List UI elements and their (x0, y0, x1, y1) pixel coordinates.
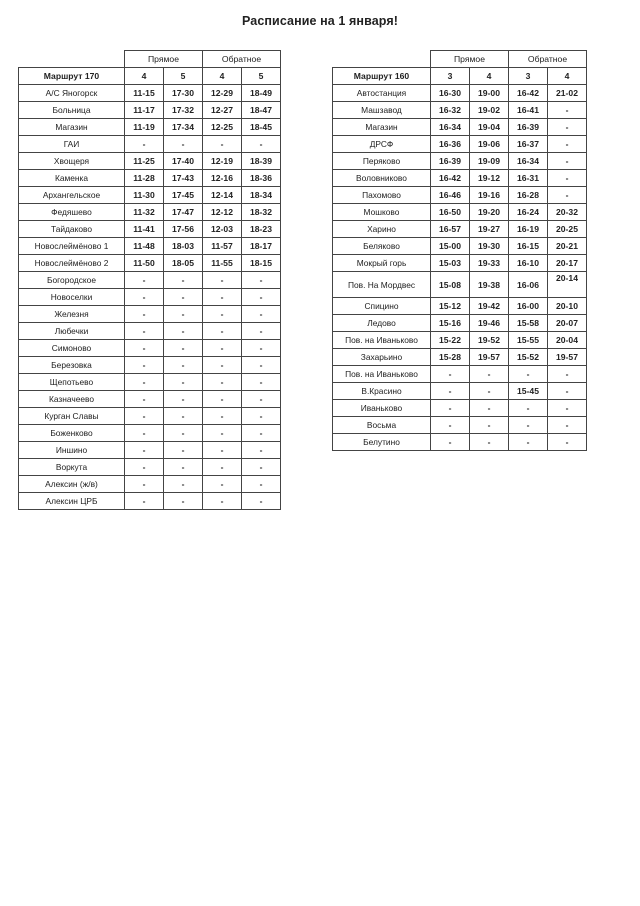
time-cell: 11-30 (125, 187, 164, 204)
time-cell: 16-30 (431, 85, 470, 102)
time-cell: 17-32 (164, 102, 203, 119)
time-cell: 17-40 (164, 153, 203, 170)
stop-name: Захарьино (333, 349, 431, 366)
table-row (333, 153, 587, 170)
route-table-right (332, 50, 587, 451)
group-header-forward: Прямое (431, 51, 509, 68)
time-cell: 11-57 (203, 238, 242, 255)
table-row (19, 238, 281, 255)
time-cell: 20-07 (548, 315, 587, 332)
table-row (19, 204, 281, 221)
time-cell: - (242, 357, 281, 374)
time-cell: 19-16 (470, 187, 509, 204)
time-cell: 16-37 (509, 136, 548, 153)
table-row (333, 102, 587, 119)
time-cell: 11-15 (125, 85, 164, 102)
time-cell: 16-42 (431, 170, 470, 187)
trip-number-header: 4 (548, 68, 587, 85)
time-cell: - (242, 340, 281, 357)
time-cell: - (470, 400, 509, 417)
stop-name: Железня (19, 306, 125, 323)
time-cell: 19-20 (470, 204, 509, 221)
time-cell: 15-16 (431, 315, 470, 332)
stop-name: Магазин (333, 119, 431, 136)
time-cell: - (242, 306, 281, 323)
time-cell: 19-12 (470, 170, 509, 187)
stop-name: Федяшево (19, 204, 125, 221)
time-cell: - (203, 442, 242, 459)
empty-corner-cell (19, 51, 125, 68)
time-cell: 15-58 (509, 315, 548, 332)
group-header-return: Обратное (203, 51, 281, 68)
empty-corner-cell (333, 51, 431, 68)
time-cell: 17-30 (164, 85, 203, 102)
time-cell: - (548, 119, 587, 136)
time-cell: 18-03 (164, 238, 203, 255)
time-cell: 17-47 (164, 204, 203, 221)
time-cell: 20-25 (548, 221, 587, 238)
time-cell: 11-28 (125, 170, 164, 187)
time-cell: - (164, 374, 203, 391)
stop-name: ДРСФ (333, 136, 431, 153)
stop-name: Щепотьево (19, 374, 125, 391)
table-row (19, 306, 281, 323)
time-cell: - (164, 459, 203, 476)
time-cell: 16-15 (509, 238, 548, 255)
time-cell: 19-06 (470, 136, 509, 153)
time-cell: - (470, 383, 509, 400)
time-cell: - (203, 391, 242, 408)
time-cell: - (509, 400, 548, 417)
time-cell: 19-04 (470, 119, 509, 136)
table-row (333, 383, 587, 400)
time-cell: - (125, 340, 164, 357)
stop-name: Восьма (333, 417, 431, 434)
time-cell: - (548, 153, 587, 170)
time-cell: - (548, 383, 587, 400)
time-cell: - (125, 442, 164, 459)
table-row (333, 366, 587, 383)
table-row (333, 170, 587, 187)
time-cell: - (470, 434, 509, 451)
time-cell: - (203, 272, 242, 289)
table-row (333, 298, 587, 315)
table-row (19, 459, 281, 476)
time-cell: 12-12 (203, 204, 242, 221)
trip-number-header: 4 (203, 68, 242, 85)
time-cell: 15-28 (431, 349, 470, 366)
stop-name: Архангельское (19, 187, 125, 204)
time-cell: 19-52 (470, 332, 509, 349)
time-cell: - (509, 366, 548, 383)
trip-number-header: 5 (164, 68, 203, 85)
time-cell: - (125, 357, 164, 374)
time-cell: 12-25 (203, 119, 242, 136)
table-row (333, 434, 587, 451)
time-cell: 19-30 (470, 238, 509, 255)
time-cell: - (125, 136, 164, 153)
stop-name: Богородское (19, 272, 125, 289)
time-cell: - (548, 434, 587, 451)
time-cell: 12-29 (203, 85, 242, 102)
time-cell: 17-56 (164, 221, 203, 238)
time-cell: - (431, 434, 470, 451)
time-cell: - (548, 417, 587, 434)
time-cell: - (125, 476, 164, 493)
time-cell: - (548, 400, 587, 417)
time-cell: - (125, 272, 164, 289)
time-cell: 16-36 (431, 136, 470, 153)
stop-name: А/С Яногорск (19, 85, 125, 102)
time-cell: 12-16 (203, 170, 242, 187)
table-row (19, 340, 281, 357)
table-row (333, 238, 587, 255)
time-cell: 19-46 (470, 315, 509, 332)
table-row (19, 493, 281, 510)
stop-name: Автостанция (333, 85, 431, 102)
stop-name: Новоселки (19, 289, 125, 306)
time-cell: - (125, 459, 164, 476)
table-row (19, 374, 281, 391)
trip-number-header: 3 (431, 68, 470, 85)
time-cell: - (125, 493, 164, 510)
stop-name: Иваньково (333, 400, 431, 417)
time-cell: - (164, 425, 203, 442)
stop-name: Пов. на Иваньково (333, 332, 431, 349)
time-cell: 19-00 (470, 85, 509, 102)
time-cell: 16-42 (509, 85, 548, 102)
group-header-forward: Прямое (125, 51, 203, 68)
time-cell: 20-14 (548, 272, 587, 298)
time-cell: - (203, 493, 242, 510)
table-row (19, 442, 281, 459)
time-cell: 11-48 (125, 238, 164, 255)
table-row (19, 136, 281, 153)
time-cell: - (470, 366, 509, 383)
time-cell: - (203, 408, 242, 425)
time-cell: 18-17 (242, 238, 281, 255)
time-cell: 18-34 (242, 187, 281, 204)
time-cell: - (242, 272, 281, 289)
stop-name: Алексин (ж/в) (19, 476, 125, 493)
route-table-left (18, 50, 281, 510)
time-cell: - (548, 102, 587, 119)
table-row (19, 408, 281, 425)
time-cell: 16-19 (509, 221, 548, 238)
time-cell: - (203, 357, 242, 374)
stop-name: Курган Славы (19, 408, 125, 425)
time-cell: 18-32 (242, 204, 281, 221)
time-cell: - (242, 459, 281, 476)
time-cell: 17-45 (164, 187, 203, 204)
time-cell: - (548, 366, 587, 383)
table-row (19, 187, 281, 204)
table-row (333, 315, 587, 332)
stop-name: Тайдаково (19, 221, 125, 238)
table-row (19, 391, 281, 408)
time-cell: 16-24 (509, 204, 548, 221)
time-cell: 16-57 (431, 221, 470, 238)
time-cell: 15-45 (509, 383, 548, 400)
time-cell: - (431, 366, 470, 383)
route-header-row (333, 68, 587, 85)
time-cell: 11-32 (125, 204, 164, 221)
table-row (19, 119, 281, 136)
stop-name: Березовка (19, 357, 125, 374)
route-label: Маршрут 170 (19, 68, 125, 85)
time-cell: - (242, 289, 281, 306)
time-cell: - (125, 425, 164, 442)
time-cell: 18-45 (242, 119, 281, 136)
time-cell: 18-47 (242, 102, 281, 119)
time-cell: 16-34 (431, 119, 470, 136)
time-cell: - (203, 136, 242, 153)
time-cell: 11-19 (125, 119, 164, 136)
table-group-header-row (19, 51, 281, 68)
time-cell: 19-42 (470, 298, 509, 315)
time-cell: - (509, 434, 548, 451)
time-cell: 19-57 (548, 349, 587, 366)
stop-name: Любечки (19, 323, 125, 340)
stop-name: Боженково (19, 425, 125, 442)
time-cell: 15-00 (431, 238, 470, 255)
time-cell: - (470, 417, 509, 434)
time-cell: 15-52 (509, 349, 548, 366)
table-row (19, 357, 281, 374)
stop-name: Харино (333, 221, 431, 238)
time-cell: - (431, 400, 470, 417)
time-cell: - (242, 476, 281, 493)
stop-name: Алексин ЦРБ (19, 493, 125, 510)
time-cell: - (164, 493, 203, 510)
time-cell: 11-55 (203, 255, 242, 272)
time-cell: - (242, 442, 281, 459)
time-cell: 16-39 (431, 153, 470, 170)
table-row (333, 417, 587, 434)
time-cell: 16-00 (509, 298, 548, 315)
time-cell: 19-57 (470, 349, 509, 366)
time-cell: 11-25 (125, 153, 164, 170)
table-group-header-row (333, 51, 587, 68)
table-row (19, 289, 281, 306)
time-cell: 15-03 (431, 255, 470, 272)
time-cell: - (125, 391, 164, 408)
time-cell: - (164, 408, 203, 425)
time-cell: - (548, 170, 587, 187)
trip-number-header: 4 (125, 68, 164, 85)
time-cell: - (164, 357, 203, 374)
stop-name: Симоново (19, 340, 125, 357)
time-cell: - (164, 476, 203, 493)
time-cell: - (203, 459, 242, 476)
table-row (19, 153, 281, 170)
stop-name: В.Красино (333, 383, 431, 400)
time-cell: 12-03 (203, 221, 242, 238)
stop-name: Пахомово (333, 187, 431, 204)
time-cell: 16-50 (431, 204, 470, 221)
table-row (19, 323, 281, 340)
stop-name: ГАИ (19, 136, 125, 153)
time-cell: 15-08 (431, 272, 470, 298)
time-cell: - (203, 476, 242, 493)
table-row (19, 272, 281, 289)
table-row (333, 349, 587, 366)
table-row (19, 102, 281, 119)
stop-name: Каменка (19, 170, 125, 187)
time-cell: 16-06 (509, 272, 548, 298)
time-cell: - (431, 417, 470, 434)
table-row (333, 400, 587, 417)
time-cell: 18-49 (242, 85, 281, 102)
time-cell: - (242, 136, 281, 153)
time-cell: 21-02 (548, 85, 587, 102)
table-row (333, 204, 587, 221)
stop-name: Иншино (19, 442, 125, 459)
time-cell: - (203, 340, 242, 357)
time-cell: 16-34 (509, 153, 548, 170)
time-cell: 16-31 (509, 170, 548, 187)
table-row (19, 476, 281, 493)
time-cell: 11-17 (125, 102, 164, 119)
table-row (333, 136, 587, 153)
time-cell: - (203, 425, 242, 442)
trip-number-header: 5 (242, 68, 281, 85)
table-row (333, 187, 587, 204)
time-cell: - (164, 442, 203, 459)
stop-name: Машзавод (333, 102, 431, 119)
time-cell: - (164, 136, 203, 153)
time-cell: - (548, 136, 587, 153)
time-cell: 16-41 (509, 102, 548, 119)
time-cell: 20-21 (548, 238, 587, 255)
page-title: Расписание на 1 января! (242, 14, 398, 28)
stop-name: Воловниково (333, 170, 431, 187)
time-cell: - (164, 272, 203, 289)
time-cell: - (164, 340, 203, 357)
table-row (333, 272, 587, 298)
table-row (19, 170, 281, 187)
table-row (333, 221, 587, 238)
stop-name: Ледово (333, 315, 431, 332)
time-cell: - (203, 323, 242, 340)
group-header-return: Обратное (509, 51, 587, 68)
time-cell: - (203, 306, 242, 323)
stop-name: Перяково (333, 153, 431, 170)
time-cell: - (125, 289, 164, 306)
trip-number-header: 3 (509, 68, 548, 85)
time-cell: 11-41 (125, 221, 164, 238)
time-cell: 16-10 (509, 255, 548, 272)
stop-name: Мокрый горь (333, 255, 431, 272)
time-cell: - (164, 323, 203, 340)
time-cell: 17-43 (164, 170, 203, 187)
time-cell: - (203, 374, 242, 391)
time-cell: 16-46 (431, 187, 470, 204)
time-cell: 20-04 (548, 332, 587, 349)
time-cell: 18-15 (242, 255, 281, 272)
route-label: Маршрут 160 (333, 68, 431, 85)
time-cell: 16-28 (509, 187, 548, 204)
time-cell: 20-32 (548, 204, 587, 221)
time-cell: 18-39 (242, 153, 281, 170)
time-cell: - (431, 383, 470, 400)
stop-name: Спицино (333, 298, 431, 315)
time-cell: 19-02 (470, 102, 509, 119)
time-cell: - (242, 493, 281, 510)
time-cell: - (125, 374, 164, 391)
table-row (333, 119, 587, 136)
table-row (333, 332, 587, 349)
time-cell: - (164, 391, 203, 408)
time-cell: 18-36 (242, 170, 281, 187)
table-row (19, 85, 281, 102)
time-cell: 12-19 (203, 153, 242, 170)
time-cell: - (125, 306, 164, 323)
time-cell: 15-22 (431, 332, 470, 349)
table-row (19, 221, 281, 238)
time-cell: - (125, 323, 164, 340)
stop-name: Новослеймёново 2 (19, 255, 125, 272)
time-cell: 19-27 (470, 221, 509, 238)
table-row (19, 255, 281, 272)
time-cell: 16-32 (431, 102, 470, 119)
time-cell: - (242, 323, 281, 340)
time-cell: - (242, 408, 281, 425)
table-row (333, 255, 587, 272)
time-cell: 19-09 (470, 153, 509, 170)
stop-name: Новослеймёново 1 (19, 238, 125, 255)
stop-name: Магазин (19, 119, 125, 136)
stop-name: Казначеево (19, 391, 125, 408)
trip-number-header: 4 (470, 68, 509, 85)
time-cell: 19-33 (470, 255, 509, 272)
time-cell: 19-38 (470, 272, 509, 298)
route-header-row (19, 68, 281, 85)
time-cell: 18-05 (164, 255, 203, 272)
time-cell: - (164, 306, 203, 323)
stop-name: Хвощеря (19, 153, 125, 170)
time-cell: - (509, 417, 548, 434)
stop-name: Белутино (333, 434, 431, 451)
stop-name: Пов. На Мордвес (333, 272, 431, 298)
time-cell: - (242, 391, 281, 408)
time-cell: - (242, 374, 281, 391)
time-cell: - (242, 425, 281, 442)
time-cell: 18-23 (242, 221, 281, 238)
time-cell: - (125, 408, 164, 425)
time-cell: 12-27 (203, 102, 242, 119)
time-cell: - (164, 289, 203, 306)
stop-name: Пов. на Иваньково (333, 366, 431, 383)
table-row (19, 425, 281, 442)
stop-name: Больница (19, 102, 125, 119)
time-cell: 20-17 (548, 255, 587, 272)
time-cell: 20-10 (548, 298, 587, 315)
time-cell: 15-12 (431, 298, 470, 315)
time-cell: 11-50 (125, 255, 164, 272)
stop-name: Мошково (333, 204, 431, 221)
table-row (333, 85, 587, 102)
time-cell: 12-14 (203, 187, 242, 204)
stop-name: Беляково (333, 238, 431, 255)
time-cell: 15-55 (509, 332, 548, 349)
time-cell: 17-34 (164, 119, 203, 136)
time-cell: - (548, 187, 587, 204)
stop-name: Воркута (19, 459, 125, 476)
time-cell: 16-39 (509, 119, 548, 136)
time-cell: - (203, 289, 242, 306)
